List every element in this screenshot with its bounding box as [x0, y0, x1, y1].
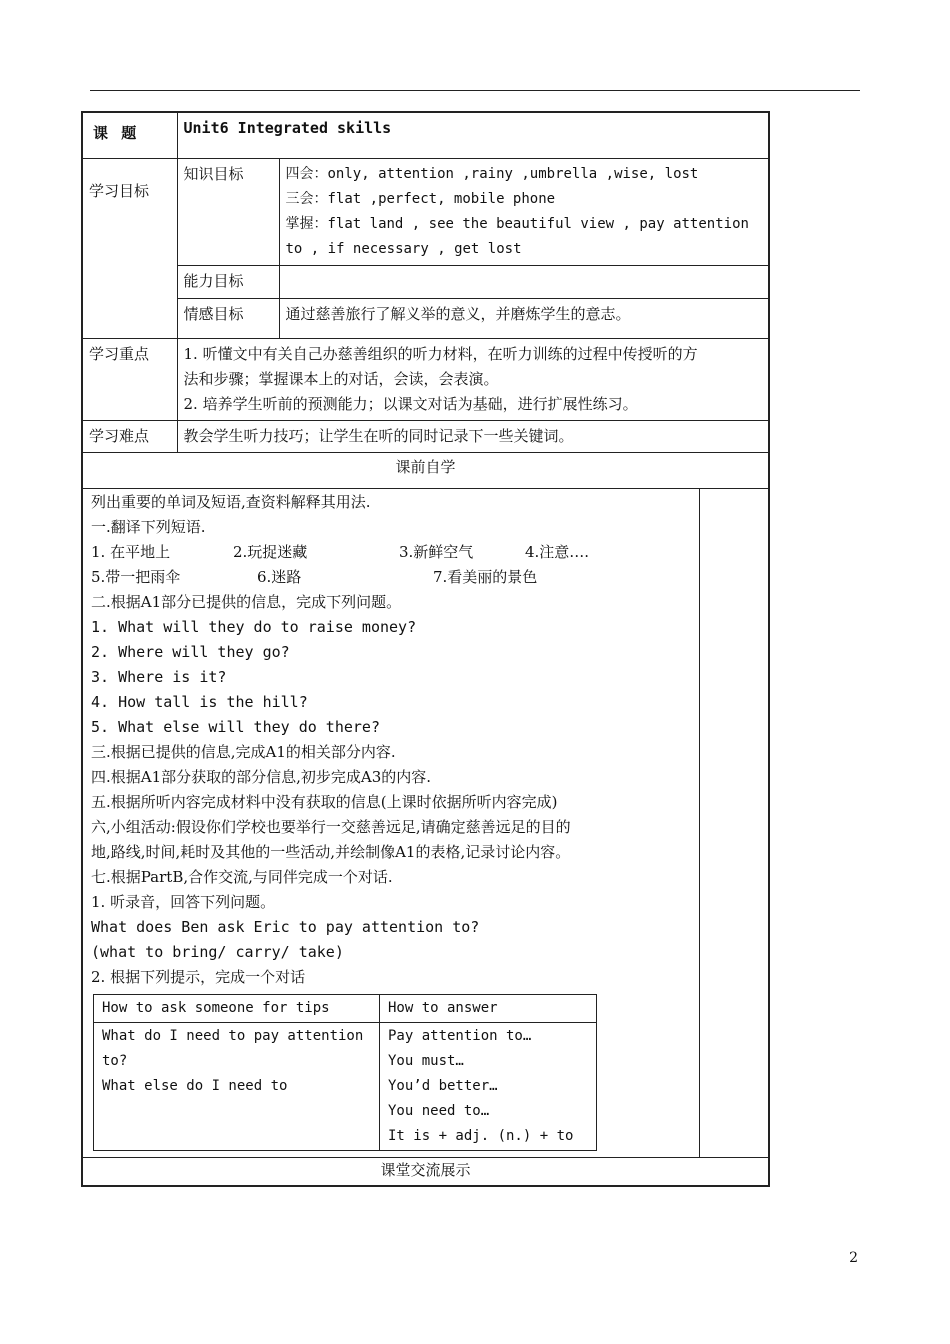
tips-answer-line: You’d better… [388, 1077, 498, 1094]
knowledge-line: to , if necessary , get lost [285, 240, 522, 257]
listening-question: What does Ben ask Eric to pay attention to? [91, 917, 480, 936]
key-points-content [177, 338, 769, 420]
subsection-title: 1. 听录音，回答下列问题。 [91, 892, 276, 911]
section-title: 二.根据A1部分已提供的信息，完成下列问题。 [91, 592, 402, 611]
ability-goal-content [279, 265, 769, 298]
section-title: 五.根据所听内容完成材料中没有获取的信息(上课时依据所听内容完成) [91, 792, 558, 811]
knowledge-goal-content [279, 158, 769, 265]
pre-study-content [82, 488, 699, 1157]
section-title: 七.根据PartB,合作交流,与同伴完成一个对话. [91, 867, 393, 886]
section-title: 一.翻译下列短语. [91, 517, 206, 536]
knowledge-goal-label: 知识目标 [177, 158, 279, 265]
tips-answer-cell [380, 1022, 597, 1150]
question-item: 4. How tall is the hill? [91, 692, 308, 711]
section-title: 四.根据A1部分获取的部分信息,初步完成A3的内容. [91, 767, 432, 786]
phrase-item: 6.迷路 [257, 567, 302, 586]
knowledge-line: 掌握：flat land , see the beautiful view , pay attention [285, 215, 749, 232]
phrase-row [91, 540, 691, 565]
tips-header-answer: How to answer [380, 994, 597, 1022]
section-title: 六,小组活动:假设你们学校也要举行一交慈善远足,请确定慈善远足的目的 [91, 817, 571, 836]
topic-value: Unit6 Integrated skills [177, 112, 769, 158]
emotion-goal-label: 情感目标 [177, 298, 279, 338]
pre-study-header: 课前自学 [82, 452, 769, 488]
knowledge-line: 四会：only, attention ,rainy ,umbrella ,wise, lost [285, 165, 699, 182]
tips-answer-line: It is + adj. (n.) + to [388, 1127, 574, 1144]
tips-table [93, 994, 597, 1151]
phrase-item: 2.玩捉迷藏 [233, 542, 308, 561]
tips-ask-line: What do I need to pay attention [102, 1027, 364, 1044]
goals-label: 学习目标 [82, 158, 177, 338]
pre-study-intro: 列出重要的单词及短语,查资料解释其用法. [91, 492, 371, 511]
key-point-line: 2. 培养学生听前的预测能力；以课文对话为基础，进行扩展性练习。 [183, 394, 638, 413]
question-item: 5. What else will they do there? [91, 717, 380, 736]
section-text: 地,路线,时间,耗时及其他的一些活动,并绘制像A1的表格,记录讨论内容。 [91, 842, 571, 861]
tips-answer-line: You need to… [388, 1102, 490, 1119]
phrase-item: 4.注意…. [525, 542, 590, 561]
difficulties-content: 教会学生听力技巧；让学生在听的同时记录下一些关键词。 [177, 420, 769, 452]
phrase-item: 1. 在平地上 [91, 542, 171, 561]
tips-ask-line: to? [102, 1052, 128, 1069]
ability-goal-label: 能力目标 [177, 265, 279, 298]
tips-ask-line: What else do I need to [102, 1077, 288, 1094]
topic-label: 课 题 [82, 112, 177, 158]
phrase-item: 7.看美丽的景色 [433, 567, 538, 586]
question-item: 1. What will they do to raise money? [91, 617, 417, 636]
phrase-item: 5.带一把雨伞 [91, 567, 181, 586]
listening-hint: (what to bring/ carry/ take) [91, 942, 344, 961]
tips-answer-line: You must… [388, 1052, 464, 1069]
difficulties-label: 学习难点 [82, 420, 177, 452]
key-point-line: 法和步骤；掌握课本上的对话，会读，会表演。 [183, 369, 499, 388]
section-title: 三.根据已提供的信息,完成A1的相关部分内容. [91, 742, 396, 761]
tips-answer-line: Pay attention to… [388, 1027, 532, 1044]
key-point-line: 1. 听懂文中有关自己办慈善组织的听力材料，在听力训练的过程中传授听的方 [183, 344, 698, 363]
question-item: 3. Where is it? [91, 667, 227, 686]
emotion-goal-content: 通过慈善旅行了解义举的意义，并磨炼学生的意志。 [279, 298, 769, 338]
tips-ask-cell [94, 1022, 380, 1150]
tips-header-ask: How to ask someone for tips [94, 994, 380, 1022]
phrase-row [91, 565, 691, 590]
subsection-title: 2. 根据下列提示，完成一个对话 [91, 967, 306, 986]
key-points-label: 学习重点 [82, 338, 177, 420]
header-rule [90, 90, 860, 91]
classroom-header: 课堂交流展示 [82, 1157, 769, 1186]
question-item: 2. Where will they go? [91, 642, 290, 661]
lesson-plan-table [81, 111, 770, 1187]
pre-study-side-column [699, 488, 769, 1157]
knowledge-line: 三会：flat ,perfect, mobile phone [285, 190, 556, 207]
page-number: 2 [849, 1250, 858, 1266]
phrase-item: 3.新鲜空气 [399, 542, 474, 561]
